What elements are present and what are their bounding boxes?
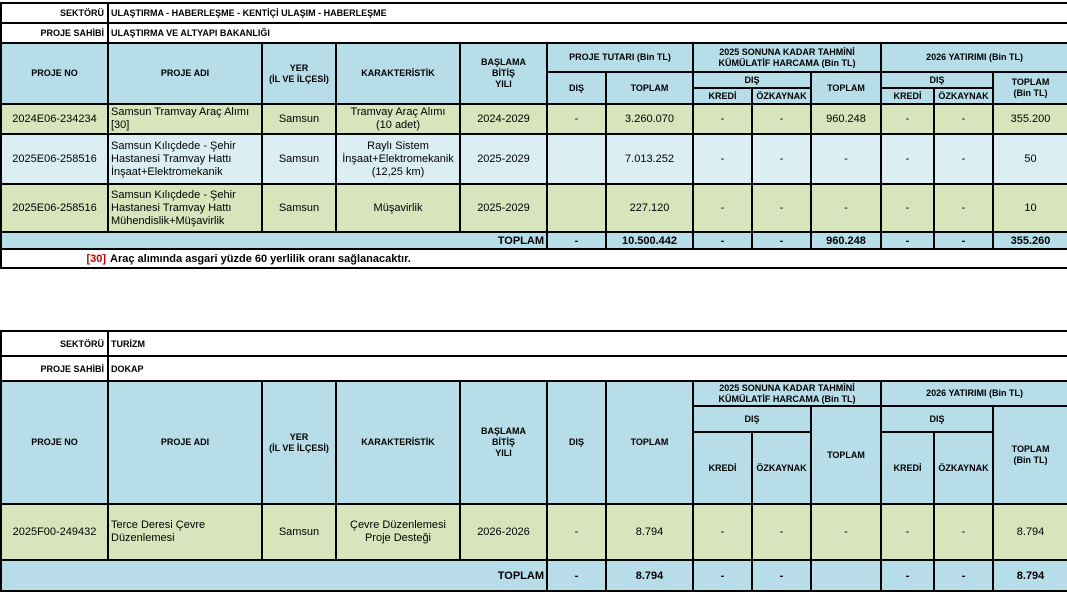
proje-sahibi-value: ULAŞTIRMA VE ALTYAPI BAKANLIĞI [108,23,1067,43]
kredi-cell: - [693,134,752,184]
kum-toplam-cell: - [811,504,881,560]
col-dis: DIŞ [547,381,606,504]
y-ozkaynak-cell: - [934,134,993,184]
col-y-ozkaynak: ÖZKAYNAK [934,88,993,104]
y-ozkaynak-cell: - [934,184,993,232]
total-toplam: 8.794 [606,560,693,591]
total-dis: - [547,560,606,591]
col-y-kredi: KREDİ [881,432,934,504]
total-row [1,560,1067,591]
col-yer: YER (İL VE İLÇESİ) [262,43,336,104]
total-kum-toplam [811,560,881,591]
ozkaynak-cell: - [752,184,811,232]
toplam-cell: 3.260.070 [606,104,693,134]
sektor-label: SEKTÖRÜ [1,331,108,356]
sektor-label: SEKTÖRÜ [1,3,108,23]
col-kum-kredi: KREDİ [693,432,752,504]
toplam-cell: 7.013.252 [606,134,693,184]
col-toplam: TOPLAM [606,72,693,104]
y-ozkaynak-cell: - [934,104,993,134]
col-proje-adi: PROJE ADI [108,381,262,504]
col-proje-no: PROJE NO [1,381,108,504]
proje-adi-cell: Samsun Tramvay Araç Alımı [30] [108,104,262,134]
total-y-toplam: 355.260 [993,232,1067,249]
col-karakteristik: KARAKTERİSTİK [336,381,460,504]
footnote-row [1,249,1067,268]
total-kum-toplam: 960.248 [811,232,881,249]
total-ozkaynak: - [752,560,811,591]
col-karakteristik: KARAKTERİSTİK [336,43,460,104]
dis-cell [547,184,606,232]
dis-cell [547,134,606,184]
yer-cell: Samsun [262,184,336,232]
y-kredi-cell: - [881,184,934,232]
col-kum-dis: DIŞ [693,72,811,88]
col-proje-no: PROJE NO [1,43,108,104]
col-kumulatif: 2025 SONUNA KADAR TAHMİNİ KÜMÜLATİF HARCAMA (Bin TL) [693,43,881,72]
proje-no-cell: 2025F00-249432 [1,504,108,560]
kredi-cell: - [693,184,752,232]
y-toplam-cell: 8.794 [993,504,1067,560]
sektor-value: ULAŞTIRMA - HABERLEŞME - KENTİÇİ ULAŞIM - HABERLEŞME [108,3,1067,23]
footnote-text: Araç alımında asgari yüzde 60 yerlilik oranı sağlanacaktır. [108,249,1067,268]
kum-toplam-cell: 960.248 [811,104,881,134]
total-y-kredi: - [881,560,934,591]
y-ozkaynak-cell: - [934,504,993,560]
col-proje-adi: PROJE ADI [108,43,262,104]
total-y-ozkaynak: - [934,560,993,591]
section-ulastirma [0,2,1067,269]
ozkaynak-cell: - [752,104,811,134]
col-baslama: BAŞLAMA BİTİŞ YILI [460,43,547,104]
kum-toplam-cell: - [811,184,881,232]
total-label: TOPLAM [1,232,547,249]
total-toplam: 10.500.442 [606,232,693,249]
col-kum-ozkaynak: ÖZKAYNAK [752,432,811,504]
proje-adi-cell: Terce Deresi Çevre Düzenlemesi [108,504,262,560]
col-y-dis: DIŞ [881,406,993,432]
header-row-1 [1,43,1067,72]
col-yer: YER (İL VE İLÇESİ) [262,381,336,504]
sektor-row [1,3,1067,23]
col-kum-toplam: TOPLAM [811,72,881,104]
proje-sahibi-label: PROJE SAHİBİ [1,356,108,381]
proje-no-cell: 2025E06-258516 [1,184,108,232]
table-row [1,184,1067,232]
karakteristik-cell: Çevre Düzenlemesi Proje Desteği [336,504,460,560]
proje-adi-cell: Samsun Kılıçdede - Şehir Hastanesi Tramvay Hattı Mühendislik+Müşavirlik [108,184,262,232]
col-yatirim-2026: 2026 YATIRIMI (Bin TL) [881,43,1067,72]
toplam-cell: 8.794 [606,504,693,560]
footnote-ref: [30] [1,249,108,268]
proje-sahibi-label: PROJE SAHİBİ [1,23,108,43]
y-toplam-cell: 10 [993,184,1067,232]
proje-no-cell: 2025E06-258516 [1,134,108,184]
section-turizm [0,330,1067,592]
sahibi-row [1,23,1067,43]
col-baslama: BAŞLAMA BİTİŞ YILI [460,381,547,504]
col-y-dis: DIŞ [881,72,993,88]
y-toplam-cell: 50 [993,134,1067,184]
yil-cell: 2025-2029 [460,134,547,184]
sektor-value: TURİZM [108,331,1067,356]
col-kum-dis: DIŞ [693,406,811,432]
proje-sahibi-value: DOKAP [108,356,1067,381]
yil-cell: 2026-2026 [460,504,547,560]
total-dis: - [547,232,606,249]
yil-cell: 2025-2029 [460,184,547,232]
sahibi-row [1,356,1067,381]
total-label: TOPLAM [1,560,547,591]
yer-cell: Samsun [262,104,336,134]
total-ozkaynak: - [752,232,811,249]
ozkaynak-cell: - [752,134,811,184]
proje-adi-cell: Samsun Kılıçdede - Şehir Hastanesi Tramvay Hattı İnşaat+Elektromekanik [108,134,262,184]
yer-cell: Samsun [262,134,336,184]
total-y-toplam: 8.794 [993,560,1067,591]
kum-toplam-cell: - [811,134,881,184]
col-dis: DIŞ [547,72,606,104]
col-kum-toplam: TOPLAM [811,406,881,504]
y-kredi-cell: - [881,504,934,560]
dis-cell: - [547,104,606,134]
table-row [1,104,1067,134]
col-kumulatif: 2025 SONUNA KADAR TAHMİNİ KÜMÜLATİF HARCAMA (Bin TL) [693,381,881,406]
y-kredi-cell: - [881,104,934,134]
karakteristik-cell: Müşavirlik [336,184,460,232]
total-y-kredi: - [881,232,934,249]
total-y-ozkaynak: - [934,232,993,249]
y-kredi-cell: - [881,134,934,184]
col-y-kredi: KREDİ [881,88,934,104]
col-y-toplam: TOPLAM (Bin TL) [993,72,1067,104]
proje-no-cell: 2024E06-234234 [1,104,108,134]
col-yatirim-2026: 2026 YATIRIMI (Bin TL) [881,381,1067,406]
y-toplam-cell: 355.200 [993,104,1067,134]
toplam-cell: 227.120 [606,184,693,232]
col-y-ozkaynak: ÖZKAYNAK [934,432,993,504]
karakteristik-cell: Raylı Sistem İnşaat+Elektromekanik (12,25 km) [336,134,460,184]
sektor-row [1,331,1067,356]
table-row [1,504,1067,560]
total-row [1,232,1067,249]
col-proje-tutari: PROJE TUTARI (Bin TL) [547,43,693,72]
col-kum-ozkaynak: ÖZKAYNAK [752,88,811,104]
kredi-cell: - [693,504,752,560]
ozkaynak-cell: - [752,504,811,560]
total-kredi: - [693,232,752,249]
dis-cell: - [547,504,606,560]
col-kum-kredi: KREDİ [693,88,752,104]
table-row [1,134,1067,184]
col-y-toplam: TOPLAM (Bin TL) [993,406,1067,504]
header-row-1 [1,381,1067,406]
col-toplam: TOPLAM [606,381,693,504]
yil-cell: 2024-2029 [460,104,547,134]
yer-cell: Samsun [262,504,336,560]
karakteristik-cell: Tramvay Araç Alımı (10 adet) [336,104,460,134]
total-kredi: - [693,560,752,591]
kredi-cell: - [693,104,752,134]
